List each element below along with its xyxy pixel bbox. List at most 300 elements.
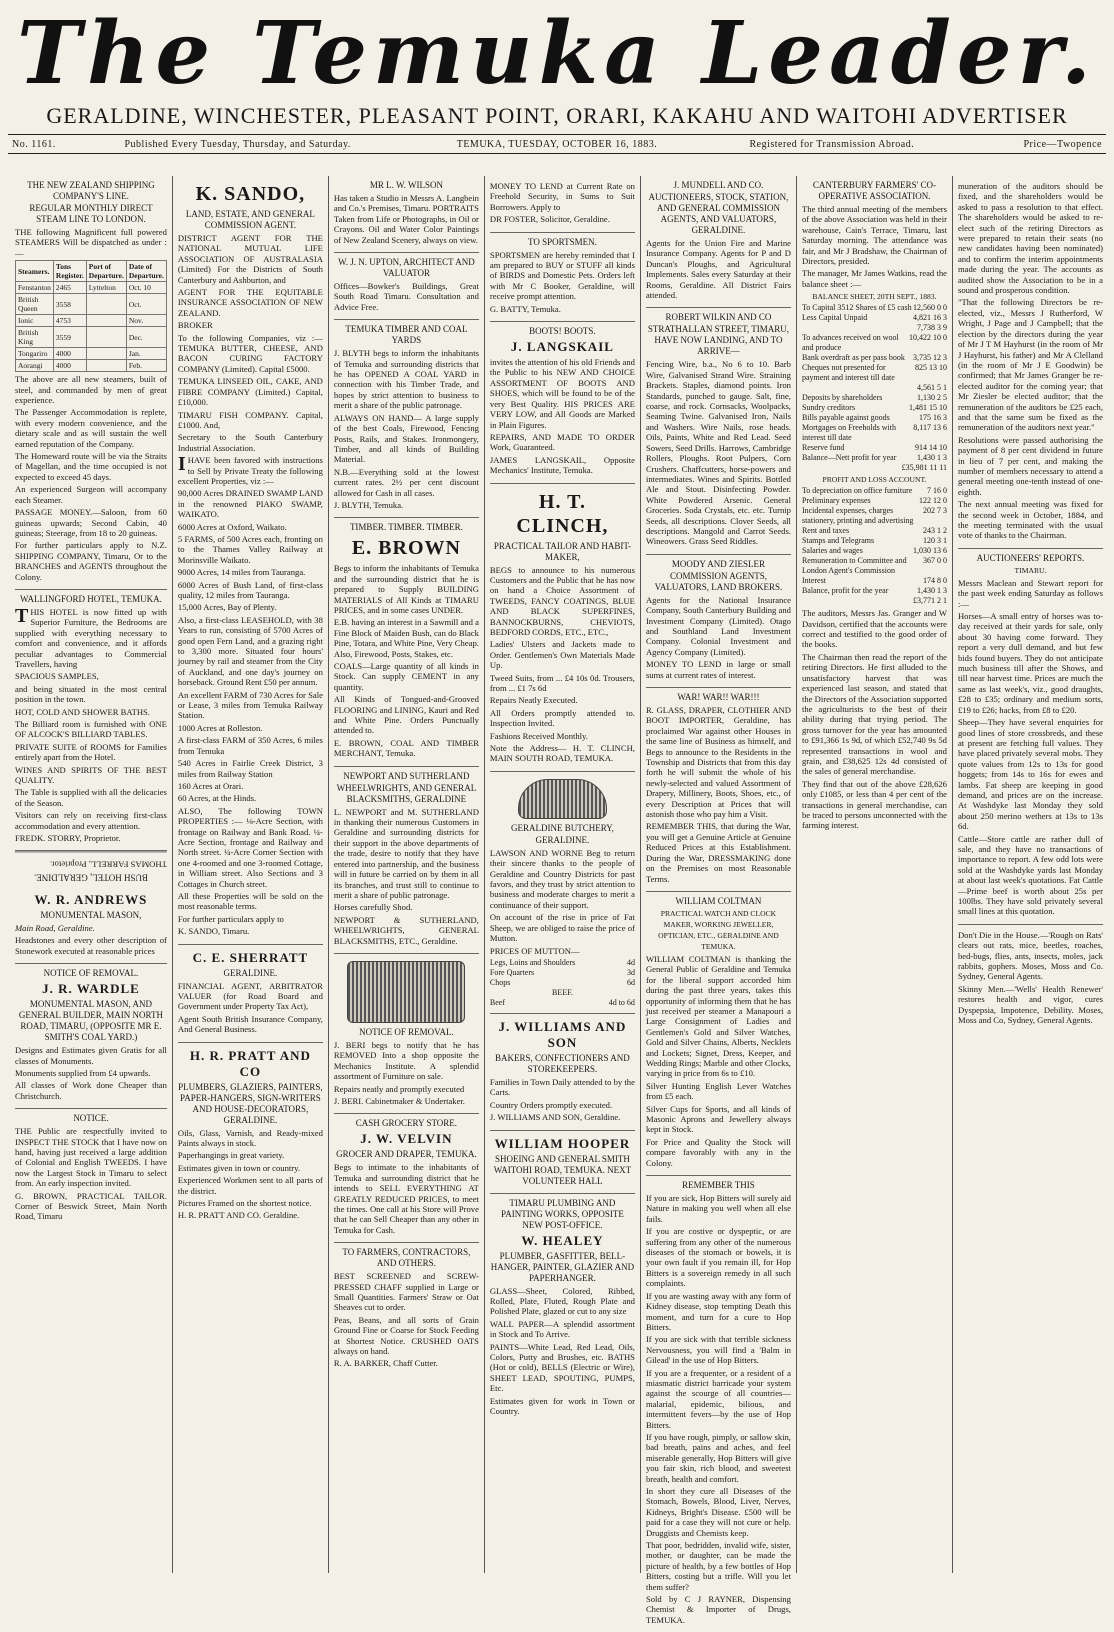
ad-signature: K. SANDO, Timaru.: [177, 926, 250, 937]
bull-engraving: [518, 779, 607, 819]
ledger-amount: 175 16 3: [918, 413, 947, 423]
ad-text: Silver Cups for Sports, and all kinds of Masonic Aprons and Jewellery always kept in Stock.: [645, 1103, 791, 1135]
column-header: Tons Register.: [53, 261, 86, 282]
wilson-studio-ad: [334, 176, 479, 253]
ad-heading: E. BROWN: [351, 537, 461, 560]
langskail-boots-ad: [490, 322, 635, 483]
table-cell: Nov.: [126, 315, 166, 327]
ad-text: All classes of Work done Cheaper than Christchurch.: [15, 1080, 167, 1101]
ledger-row: [802, 486, 947, 496]
ad-text: REMEMBER THIS, that during the War, you will get a Genuine Article at Genuine Reduced Prices at this Establishment. During the War, DRESSMAKING done on the Premises on most Reasonable Terms.: [645, 821, 791, 884]
price-value: 4d to 6d: [608, 997, 635, 1007]
price-item: BEEF.: [551, 987, 573, 997]
ad-heading: TO FARMERS, CONTRACTORS, AND OTHERS.: [342, 1247, 471, 1269]
ad-text: For further particulars apply to N.Z. SHIPPING COMPANY, Timaru, Or to the BRANCHES and AGENTS throughout the Colony.: [15, 540, 167, 582]
ad-text: Has taken a Studio in Messrs A. Langbein and Co.'s Premises, Timaru. PORTRAITS Taken from Life or Photographs, in Oil or Crayons. Oil and Water Color Paintings of New Zealand Scenery, always on view.: [333, 193, 479, 245]
ad-subheading: PRACTICAL WATCH AND CLOCK MAKER, WORKING JEWELLER, OPTICIAN, ETC., GERALDINE AND TEMUKA.: [658, 908, 779, 951]
ad-subheading: GROCER AND DRAPER, TEMUKA.: [336, 1149, 477, 1160]
ad-signature: E. BROWN, COAL AND TIMBER MERCHANT, Temuka.: [333, 737, 479, 759]
table-cell: Oct.: [126, 294, 166, 315]
columns: [10, 176, 1108, 1625]
article-text: Don't Die in the House.—'Rough on Rats' clears out rats, mice, beetles, roaches, bed-bugs, flies, ants, insects, moles, jack rabbits, gophers. Moses, Moss and Co. Sydney, General Agents.: [957, 929, 1103, 982]
ledger-row: [802, 443, 947, 453]
ad-text: An experienced Surgeon will accompany each Steamer.: [15, 484, 167, 505]
ad-text: J. BERI begs to notify that he has REMOVED Into a shop opposite the Mechanics Institute. A splendid assortment of Furniture on sale.: [333, 1039, 479, 1082]
ledger-row: [802, 596, 947, 606]
price-value: 6d: [626, 977, 635, 987]
ledger-item: Less Capital Unpaid: [801, 313, 868, 323]
ad-text: COALS—Large quantity of all kinds in Stock. Can supply CEMENT in any quantity.: [333, 661, 479, 692]
ad-text: To the following Companies, viz :— TEMUKA BUTTER, CHEESE, AND BACON CURING FACTORY COMPANY (Limited). Capital £5000.: [177, 332, 323, 374]
ad-text: and being situated in the most central position in the town.: [15, 683, 167, 705]
ad-subheading: GERALDINE.: [535, 834, 590, 845]
ad-text: The above are all new steamers, built of steel, and commanded by men of great experience.: [15, 374, 167, 406]
ad-subheading: BAKERS, CONFECTIONERS AND STOREKEEPERS.: [495, 1052, 630, 1074]
ad-text: The Passenger Accommodation is replete, with every modern convenience, and the dietary scale and as will sustain the well earned reputation of the Company.: [15, 407, 167, 449]
ad-signature: Sold by C J RAYNER, Dispensing Chemist & Importer of Drugs, TEMUKA.: [645, 1594, 791, 1625]
ledger-amount: 7,738 3 9: [916, 323, 947, 333]
ad-signature: J. BERI. Cabinetmaker & Undertaker.: [333, 1095, 465, 1106]
ad-subheading: WHEELWRIGHTS, AND GENERAL BLACKSMITHS, GERALDINE: [336, 782, 477, 804]
price-value: 4d: [626, 957, 635, 967]
ad-text: TIMARU FISH COMPANY. Capital, £1000. And,: [177, 409, 323, 430]
column-header: Steamers.: [16, 261, 54, 282]
ad-text: FINANCIAL AGENT, ARBITRATOR VALUER (for Road Board and Government under Property Tax Act),: [177, 980, 323, 1012]
ad-text: Silver Hunting English Lever Watches from £5 each.: [645, 1080, 791, 1102]
price-value: 3d: [626, 967, 635, 977]
ledger-item: Bank overdraft as per pass book: [801, 353, 905, 363]
ad-heading: TIMBER. TIMBER. TIMBER.: [349, 522, 463, 533]
article-text: Cattle—Store cattle are rather dull of sale, and they have no transactions of importance to report. A few odd lots were sold at the Washdyke yards last Monday at about last week's quotations. Fat Cattle—Prime beef is worth about 25s per 100lbs. They have sold privately several small lines at this quotation.: [957, 833, 1103, 917]
dateline-bar: [8, 134, 1106, 154]
ad-signature: NEWPORT & SUTHERLAND, WHEELWRIGHTS, GENERAL BLACKSMITHS, ETC., Geraldine.: [333, 914, 479, 946]
barker-chaff-ad: [334, 1243, 479, 1376]
balance-sheet-heading: BALANCE SHEET, 20TH SEPT., 1883.: [812, 292, 937, 302]
auctioneers-reports-article: [958, 549, 1103, 925]
profit-loss-heading: PROFIT AND LOSS ACCOUNT.: [822, 475, 927, 485]
ad-text: If you are sick, Hop Bitters will surely aid Nature in making you well when all else fails.: [645, 1193, 791, 1224]
ledger-item: Deposits by shareholders: [801, 393, 883, 403]
ad-text: Secretary to the South Canterbury Industrial Association.: [177, 432, 323, 453]
ad-subheading: STRATHALLAN STREET, TIMARU, HAVE NOW LANDING, AND TO ARRIVE—: [647, 324, 790, 357]
ad-heading: J. R. WARDLE: [42, 981, 140, 997]
table-row: [16, 327, 167, 348]
ad-heading: NOTICE OF REMOVAL.: [359, 1026, 454, 1037]
price-row: [490, 998, 635, 1008]
table-cell: [86, 315, 126, 327]
sando-ad: [178, 176, 323, 945]
plough-engraving: [347, 961, 465, 1023]
table-cell: 4000: [53, 348, 86, 360]
ad-text: Agent South British Insurance Company, And General Business.: [177, 1013, 323, 1035]
andrews-mason-ad: [15, 887, 167, 964]
ad-subheading: PLUMBERS, GLAZIERS, PAINTERS, PAPER-HANGERS, SIGN-WRITERS AND HOUSE-DECORATORS, GERALDINE.: [178, 1081, 323, 1125]
ad-signature: J. BLYTH, Temuka.: [333, 499, 404, 510]
ledger-item: To advances received on wool and produce: [801, 333, 899, 353]
williams-bakers-ad: [490, 1014, 635, 1131]
table-cell: Oct. 10: [126, 282, 166, 294]
steamer-table: [15, 260, 167, 372]
ad-heading: H. R. PRATT AND CO: [189, 1047, 311, 1079]
ad-text: BEST SCREENED and SCREW-PRESSED CHAFF supplied in Large or Small Quantities. Farmers' Straw or Oat Sheaves cut to order.: [333, 1271, 479, 1313]
ad-signature: Note the Address— H. T. CLINCH, MAIN SOUTH ROAD, TEMUKA.: [489, 743, 635, 764]
sherratt-ad: [178, 945, 323, 1043]
ad-text: 90,000 Acres DRAINED SWAMP LAND in the renowned PIAKO SWAMP, WAIKATO.: [177, 488, 323, 520]
beri-removal-ad: [334, 954, 479, 1114]
ad-text: SPACIOUS SAMPLES,: [15, 671, 99, 682]
ad-heading: J. WILLIAMS AND SON: [498, 1018, 627, 1050]
newport-sutherland-ad: [334, 767, 479, 954]
ad-heading: REMEMBER THIS: [682, 1180, 755, 1191]
column-1: [10, 176, 173, 1573]
ad-text: If you are a frequenter, or a resident of a miasmatic district barricade your system against the scourge of all countries—malarial, epidemic, bilious, and intermittent fevers—by the use of Hop Bitters.: [645, 1367, 791, 1430]
newspaper-title: The Temuka Leader.: [17, 3, 1097, 104]
ledger-amount: 174 8 0: [922, 576, 947, 586]
ledger-amount: 914 14 10: [914, 443, 947, 453]
publication-schedule: Published Every Tuesday, Thursday, and Saturday.: [124, 138, 351, 150]
ad-subheading: PRACTICAL TAILOR AND HABIT-MAKER,: [493, 540, 632, 562]
ad-text: For Price and Quality the Stock will compare favorably with any in the Colony.: [645, 1136, 791, 1168]
blyth-coal-ad: [334, 320, 479, 518]
ad-text: An excellent FARM of 730 Acres for Sale or Lease, 3 miles from Temuka Railway Station.: [177, 689, 323, 721]
ad-text: If you have rough, pimply, or sallow skin, bad breath, pains and aches, and feel miserable generally, Hop Bitters will give you fair skin, rich blood, and sweetest breath, health and comfort.: [645, 1431, 791, 1484]
ad-heading: BOOTS! BOOTS.: [529, 326, 596, 337]
ad-text: MONEY TO LEND at Current Rate on Freehold Security, in Sums to Suit Borrowers. Apply to: [489, 181, 635, 212]
ledger-amount: 8,117 13 6: [913, 423, 947, 433]
ad-text: Visitors can rely on receiving first-class accommodation and every attention.: [15, 810, 167, 831]
ad-text: If you are wasting away with any form of Kidney disease, stop tempting Death this moment, and turn for a cure to Hop Bitters.: [645, 1290, 791, 1332]
ad-subheading: COMMISSION AGENTS, VALUATORS, LAND BROKERS.: [654, 570, 783, 592]
ad-heading: WALLINGFORD HOTEL, TEMUKA.: [20, 593, 162, 604]
table-cell: 3559: [53, 327, 86, 348]
coltman-watchmaker-ad: [646, 892, 791, 1176]
ledger-amount: 1,430 1 3: [916, 453, 947, 463]
table-cell: [86, 360, 126, 372]
ad-signature: G. BROWN, PRACTICAL TAILOR. Corner of Beswick Street, Main North Road, Timaru: [15, 1190, 167, 1222]
ad-heading: TO SPORTSMEN.: [528, 236, 597, 247]
ledger-item: Sundry creditors: [801, 403, 856, 413]
ad-heading: J. LANGSKAIL: [510, 339, 614, 355]
hooper-smith-ad: [490, 1131, 635, 1194]
table-cell: Ionic: [16, 315, 54, 327]
ledger-amount: 1,030 13 6: [912, 546, 947, 556]
ledger-amount: 7 16 0: [926, 486, 947, 496]
ledger-row: [802, 586, 947, 596]
ad-text: SPORTSMEN are hereby reminded that I am prepared to BUY or STUFF all kinds of BIRDS and Domestic Pets. Orders left with Mr C Booker, Geraldine, will receive prompt attention.: [489, 249, 635, 302]
ad-text: A first-class FARM of 350 Acres, 6 miles from Temuka: [177, 735, 323, 756]
ad-text: Horses carefully Shod.: [333, 902, 413, 913]
ledger-row: [802, 403, 947, 413]
ad-text: Main Road, Geraldine.: [15, 922, 95, 933]
ad-text: 540 Acres in Fairlie Creek District, 3 miles from Railway Station: [177, 758, 323, 779]
issue-date: TEMUKA, TUESDAY, OCTOBER 16, 1883.: [456, 138, 658, 150]
ad-heading: GERALDINE BUTCHERY,: [511, 822, 614, 833]
table-cell: [86, 348, 126, 360]
ad-signature: FREDK. STORRY, Proprietor.: [15, 833, 121, 844]
table-cell: Fenstanton: [16, 282, 54, 294]
ad-signature: DR FOSTER, Solicitor, Geraldine.: [489, 214, 610, 225]
clinch-tailor-ad: [490, 484, 635, 772]
ledger-row: [802, 353, 947, 363]
table-cell: Lyttelton: [86, 282, 126, 294]
article-text: The next annual meeting was fixed for the second week in October, 1884, and the meeting terminated with the usual vote of thanks to the Chairman.: [957, 499, 1103, 541]
table-row: [16, 315, 167, 327]
article-heading: CANTERBURY FARMERS' CO-OPERATIVE ASSOCIATION.: [812, 180, 937, 201]
ad-heading: C. E. SHERRATT: [192, 949, 309, 965]
ad-text: PASSAGE MONEY.—Saloon, from 60 guineas upwards; Second Cabin, 40 guineas; Steerage, from 18 to 20 guineas.: [15, 507, 167, 538]
ledger-amount: 367 0 0: [922, 556, 947, 566]
ad-text: THE following Magnificent full powered STEAMERS Will be dispatched as under :—: [15, 227, 167, 258]
column-4: [485, 176, 641, 1573]
ledger-row: [802, 393, 947, 403]
ad-heading: MR L. W. WILSON: [369, 180, 443, 190]
ad-text: IHAVE been favored with instructions to Sell by Private Treaty the following excellent Properties, viz :—: [177, 453, 323, 486]
healey-plumbing-ad: [490, 1194, 635, 1424]
ad-text: GLASS—Sheet, Colored, Ribbed, Rolled, Plate, Fluted, Rough Plate and Polished Plate, glazed or cut to any size: [489, 1285, 635, 1317]
table-cell: 3558: [53, 294, 86, 315]
table-cell: Aorangi: [16, 360, 54, 372]
ad-text: J. BLYTH begs to inform the inhabitants of Temuka and surrounding districts that he has OPENED A COAL YARD in connection with his Timber Trade, and hopes by strict attention to business to merit a share of the public patronage.: [333, 348, 479, 411]
ad-text: All Kinds of Tongued-and-Grooved FLOORING and LINING, Kauri and Red and White Pine. Orders Punctually attended to.: [333, 694, 479, 736]
ledger-amount: 825 13 10: [914, 363, 947, 373]
ad-text: 6000 Acres at Oxford, Waikato.: [177, 521, 287, 532]
column-7: [953, 176, 1108, 1573]
ad-heading: THE NEW ZEALAND SHIPPING COMPANY'S LINE.: [27, 180, 155, 201]
ad-signature: G. BATTY, Temuka.: [489, 303, 561, 314]
ledger-item: To depreciation on office furniture: [801, 486, 913, 496]
ad-text: WINES AND SPIRITS OF THE BEST QUALITY.: [15, 764, 167, 786]
table-row: [16, 360, 167, 372]
ledger-item: Rent and taxes: [801, 526, 850, 536]
ledger-row: [802, 383, 947, 393]
ad-heading: J. MUNDELL AND CO.: [673, 180, 764, 190]
ad-signature: R. A. BARKER, Chaff Cutter.: [333, 1358, 438, 1369]
article-subheading: TIMARU.: [1014, 565, 1047, 575]
ad-text: Agents for the Union Fire and Marine Insurance Company. Agents for P and D Duncan's Ploughs, and Agricultural Implements. Sales every Saturday at their Rooms, Geraldine. All District Fairs attended.: [645, 238, 791, 301]
ad-heading: ROBERT WILKIN AND CO: [665, 312, 772, 323]
ledger-item: Salaries and wages: [801, 546, 863, 556]
ad-text: Repairs neatly and promptly executed: [333, 1083, 465, 1094]
ad-heading: BUSH HOTEL, GERALDINE.: [33, 872, 148, 883]
ad-text: Paperhangings in great variety.: [177, 1150, 285, 1161]
wilkin-ad: [646, 308, 791, 554]
ad-text: All these Properties will be sold on the most reasonable terms.: [177, 890, 323, 912]
ledger-item: Balance—Nett profit for year: [801, 453, 897, 463]
ad-signature: J. WILLIAMS AND SON, Geraldine.: [489, 1112, 621, 1123]
table-cell: [86, 327, 126, 348]
shipping-ad: [15, 176, 167, 590]
ad-signature: H. R. PRATT AND CO. Geraldine.: [177, 1210, 300, 1221]
ad-text: 160 Acres at Orari.: [177, 780, 244, 791]
column-header: Date of Departure.: [126, 261, 166, 282]
ledger-amount: 202 7 3: [922, 506, 947, 516]
ledger-amount: £3,771 2 1: [912, 596, 947, 606]
price-row: [490, 988, 635, 998]
ad-subheading: REGULAR MONTHLY DIRECT STEAM LINE TO LONDON.: [29, 203, 153, 224]
ledger-amount: 4,561 5 1: [916, 383, 947, 393]
table-row: [16, 348, 167, 360]
ledger-row: [802, 463, 947, 473]
ad-text: Peas, Beans, and all sorts of Grain Ground Fine or Coarse for Stock Feeding at Shortest Notice. CRUSHED OATS always on hand.: [333, 1314, 479, 1357]
ad-heading: W. J. N. UPTON, ARCHITECT AND VALUATOR: [338, 257, 475, 279]
article-text: Skinny Men.—'Wells' Health Renewer' restores health and vigor, cures Dyspepsia, Impotence, Debility. Moses, Moss and Co, Sydney, General Agents.: [957, 983, 1103, 1026]
ad-heading: NOTICE OF REMOVAL.: [43, 968, 139, 979]
ad-text: Repairs Neatly Executed.: [489, 695, 578, 706]
ad-text: L. NEWPORT and M. SUTHERLAND in thanking their numerous Customers in Geraldine and surrounding districts for their support in the above departments of the trade, desire to notify that they have entered into partnership, and the business will in future be carried on by them in all its branches, and trust still to continue to merit a share of public patronage.: [333, 806, 479, 900]
ad-text: MONEY TO LEND in large or small sums at current rates of interest.: [645, 659, 791, 680]
ad-heading: K. SANDO,: [195, 183, 306, 205]
price-item: Chops: [489, 977, 511, 987]
column-3: [329, 176, 485, 1573]
ledger-amount: 1,481 15 10: [908, 403, 947, 413]
ad-subheading: GERALDINE.: [223, 967, 278, 978]
table-cell: Jan.: [126, 348, 166, 360]
ledger-amount: 1,430 1 3: [916, 586, 947, 596]
ledger-row: [802, 453, 947, 463]
ad-heading: NEWPORT AND SUTHERLAND: [343, 770, 470, 781]
ad-text: The Billiard room is furnished with ONE OF ALCOCK'S BILLIARD TABLES.: [15, 719, 167, 740]
foster-money-ad: [490, 176, 635, 233]
welvin-grocery-ad: [334, 1114, 479, 1243]
table-cell: British Queen: [16, 294, 54, 315]
ledger-row: [802, 506, 947, 526]
ad-text: That poor, bedridden, invalid wife, sister, mother, or daughter, can be made the picture of health, by a few bottles of Hop Bitters, costing but a trifle. Will you let them suffer?: [645, 1540, 791, 1592]
article-text: "That the following Directors be re-elected, viz., Messrs J Rutherford, W Wright, J Page and J Campbell; that the election by the directors during the year of Mr J T M Hayhurst (in the room of Mr J Hayhurst, his father) and Mr A Clelland (in the room of Mr J E Goodwin) be confirmed; that Mr James Granger be re-elected auditor for the coming year; that Mr Ziesler be elected auditor; that the remuneration of the auditors be £25 each, and that the same sum be fixed as the remuneration of the auditors next year.": [957, 297, 1103, 433]
ad-text: Country Orders promptly executed.: [489, 1099, 613, 1110]
bush-hotel-ad: [15, 851, 167, 886]
ad-text: TEMUKA LINSEED OIL, CAKE, AND FIBRE COMPANY (Limited.) Capital, £10,000.: [177, 376, 323, 408]
ledger-row: [802, 313, 947, 323]
ad-text: Begs to inform the inhabitants of Temuka and the surrounding district that he is prepared to Supply BUILDING MATERIALS of All Kinds at TIMARU PRICES, and in some cases UNDER.: [333, 563, 479, 615]
ad-text: WILLIAM COLTMAN is thanking the General Public of Geraldine and Temuka for the liberal support accorded him during the past three years, takes this opportunity of informing them that he has just received per steamer a Manapouri a Large Consignment of Ladies and Gentlemen's Gold and Silver Watches, Gold and Silver Chains, Alberts, Necklets and Lockets; Signet, Dress, Keeper, and Wedding Rings; Marble and other Clocks, varying in price from 6s to £10.: [645, 953, 791, 1079]
table-cell: [86, 294, 126, 315]
ledger-item: Preliminary expenses: [801, 496, 871, 506]
price-row: [490, 958, 635, 968]
pratt-ad: [178, 1043, 323, 1228]
ad-heading: WILLIAM COLTMAN: [675, 895, 762, 906]
ad-text: The Table is supplied with all the delicacies of the Season.: [15, 787, 167, 808]
masthead: [0, 0, 1114, 130]
ledger-amount: 243 1 2: [922, 526, 947, 536]
article-text: Sheep—They have several enquiries for good lines of store crossbreds, and these at present are fetching full values. They have placed privately several mobs. They quote values from 12s to 13s for good hoggets; from 14s to 16s for ewes and lambs. Fat sheep are keeping in good demand, and prices are on the increase. At Washdyke last Monday they sold about 250 merino wethers at 13s to 13s 6d.: [957, 717, 1103, 832]
ledger-item: Reserve fund: [801, 443, 845, 453]
ledger-item: Balance, profit for the year: [801, 586, 889, 596]
issue-number: No. 1161.: [12, 138, 56, 150]
ledger-amount: £35,981 11 11: [901, 463, 947, 473]
ad-text: THE Public are respectfully invited to INSPECT THE STOCK that I have now on hand, having just received a large addition of Colonial and English TWEEDS. I have now the Largest Stock in Timaru to select from. An early inspection invited.: [15, 1126, 167, 1189]
article-text: The Chairman then read the report of the retiring Directors. He first alluded to the unsatisfactory harvest that was experienced last season, and stated that the Directors of the Association supported the agriculturists to the best of their ability during that trying period. The gross turnover for the year has amounted to £91,366 1s 9d, of which £52,740 9s 5d represented transactions in wool and grain, and £38,625 12s 4d consisted of the sales of general merchandise.: [801, 651, 947, 777]
ad-text: invites the attention of his old Friends and the Public to his NEW AND CHOICE ASSORTMENT OF BOOTS AND SHOES, which will be found to be of the very Best Quality. HIS PRICES ARE VERY LOW, and All Goods are Marked in Plain Figures.: [489, 357, 635, 430]
glass-draper-ad: [646, 688, 791, 892]
ad-text: On account of the rise in price of Fat Sheep, we are obliged to raise the price of Mutton.: [489, 912, 635, 944]
ad-text: Designs and Estimates given Gratis for all classes of Monuments.: [15, 1045, 167, 1066]
ad-heading: TIMARU PLUMBING AND PAINTING WORKS, OPPOSITE NEW POST-OFFICE.: [501, 1197, 624, 1230]
article-text: Resolutions were passed authorising the payment of 8 per cent dividend in future in lieu of 7 per cent, and making the number of members necessary to attend a general meeting one-tenth instead of one-eighth.: [957, 434, 1103, 497]
article-heading: AUCTIONEERS' REPORTS.: [976, 552, 1085, 563]
ad-text: R. GLASS, DRAPER, CLOTHIER AND BOOT IMPORTER, Geraldine, has proclaimed War against other Houses in the same line of Business as himself, and Begs to announce to the Residents in the Township and Districts that from this day forth he will submit the whole of his newly-selected and valued Assortment of Drapery, Millinery, Boots, Shoes, etc., of every Description at Prices that will astonish those who pay him a Visit.: [645, 705, 791, 820]
ad-text: Ladies' Ulsters and Jackets made to Order. Gentlemen's Own Materials Made Up.: [489, 639, 635, 671]
ad-text: 60 Acres, at the Hinds.: [177, 793, 257, 804]
directors-report-article: [958, 176, 1103, 549]
ad-text: Tweed Suits, from ... £4 10s 0d. Trousers, from ... £1 7s 6d: [489, 672, 635, 693]
ledger-row: [802, 556, 947, 576]
ad-text: HOT, COLD AND SHOWER BATHS.: [15, 706, 150, 717]
ledger-amount: 3,735 12 3: [912, 353, 947, 363]
table-cell: Dec.: [126, 327, 166, 348]
ad-text: Families in Town Daily attended to by the Carts.: [489, 1076, 635, 1098]
ledger-amount: 4,821 16 3: [912, 313, 947, 323]
ledger-item: Cheques not presented for payment and interest till date: [801, 363, 895, 383]
ad-heading: TEMUKA TIMBER AND COAL YARDS: [345, 324, 468, 346]
column-5: [641, 176, 797, 1625]
table-cell: British King: [16, 327, 54, 348]
article-text: muneration of the auditors should be fixed, and the shareholders would be asked to pass a resolution to that effect. The shareholders would be asked to re-elect such of the retiring Directors as were prepared to retain their seats (no new candidates having been nominated) and to confirm the interim appointments made during the year. The accounts as audited show the Association to be in a sound and prosperous condition.: [957, 181, 1103, 296]
ad-subheading: SHOEING AND GENERAL SMITH WAITOHI ROAD, TEMUKA. NEXT VOLUNTEER HALL: [493, 1153, 632, 1186]
ad-text: Estimates given in town or country.: [177, 1162, 301, 1173]
ad-heading: WAR! WAR!! WAR!!!: [677, 692, 760, 702]
ledger-item: Incidental expenses, charges stationery, printing and advertising: [801, 506, 914, 526]
column-header: Port of Departure.: [86, 261, 126, 282]
ad-text: PRICES OF MUTTON—: [489, 945, 580, 956]
newspaper-subtitle: GERALDINE, WINCHESTER, PLEASANT POINT, ORARI, KAKAHU AND WAITOHI ADVERTISER: [46, 103, 1068, 128]
ad-text: E.B. having an interest in a Sawmill and a Fine Block of Maiden Bush, can do Black Pine, Totara, and White Pine, Very Cheap. Also, Firewood, Posts, Stakes, etc.: [333, 617, 479, 659]
ad-text: AGENT FOR THE EQUITABLE INSURANCE ASSOCIATION OF NEW ZEALAND.: [177, 287, 323, 318]
ledger-row: [802, 423, 947, 443]
ad-text: Agents for the National Insurance Company, South Canterbury Building and Investment Company (Limited). Otago and Southland Land Investment Company. Colonial Investment and Agency Company (Limited).: [645, 594, 791, 657]
ad-text: 1000 Acres at Rolleston.: [177, 722, 263, 733]
issue-price: Price—Twopence: [1023, 138, 1102, 150]
article-text: The manager, Mr James Watkins, read the balance sheet :—: [801, 268, 947, 289]
article-text: They find that out of the above £28,626 only £1085, or less than 4 per cent of the transactions in general merchandise, can be traced to persons unconnected with the farming interest.: [801, 778, 947, 831]
table-cell: 4753: [53, 315, 86, 327]
ad-text: Begs to intimate to the inhabitants of Temuka and surrounding district that he intends to SELL EVERYTHING AT GREATLY REDUCED PRICES, to meet the times. One call at his Store will Prove that he can Sell Cheaper than any other in Temuka for Cash.: [333, 1162, 479, 1235]
ledger-row: [802, 413, 947, 423]
ledger-amount: 10,422 10 0: [908, 333, 947, 343]
ad-text: DISTRICT AGENT FOR THE NATIONAL MUTUAL LIFE ASSOCIATION OF AUSTRALASIA (Limited) For the Districts of South Canterbury and Ashburton, and: [177, 233, 323, 285]
ad-text: Offices—Bowker's Buildings, Great South Road Timaru. Consultation and Advice Free.: [333, 281, 479, 312]
ledger-row: [802, 576, 947, 586]
ledger-item: Mortgages on Freeholds with interest till date: [801, 423, 896, 443]
table-row: [16, 294, 167, 315]
ledger-row: [802, 363, 947, 383]
column-2: [173, 176, 329, 1573]
brown-timber-ad: [334, 518, 479, 766]
ledger-amount: 12,560 0 0: [912, 303, 947, 313]
ad-text: BEGS to announce to his numerous Customers and the Public that he has now on hand a Choice Assortment of TWEEDS, FANCY COATINGS, BLUE AND BLACK SUPERFINES, BANNOCKBURNS, CHEVIOTS, BEDFORD CORDS, ETC., ETC.,: [489, 564, 635, 637]
ad-text: If you are sick with that terrible sickness Nervousness, you will find a 'Balm in Gilead' in the use of Hop Bitters.: [645, 1334, 791, 1366]
ledger-item: Stamps and Telegrams: [801, 536, 875, 546]
ad-text: For further particulars apply to: [177, 913, 284, 924]
ad-text: The Homeward route will be via the Straits of Magellan, and the time occupied is not expected to exceed 45 days.: [15, 451, 167, 482]
ledger-row: [802, 333, 947, 353]
table-cell: 4000: [53, 360, 86, 372]
patent-notices: [958, 925, 1103, 1033]
ad-text: Also, a first-class LEASEHOLD, with 38 Years to run, consisting of 5700 Acres of good open Fern Land, and a grazing right to 3,300 more. Situated four hours' journey by rail and steamer from the City of Auckland, and one day's journey on horseback. Ground Rent £50 per annum.: [177, 614, 323, 688]
price-row: [490, 978, 635, 988]
ad-text: Estimates given for work in Town or Country.: [489, 1395, 635, 1416]
ad-heading: J. W. VELVIN: [360, 1131, 453, 1147]
ad-heading: CASH GROCERY STORE.: [355, 1118, 458, 1129]
farmers-association-article: [802, 176, 947, 838]
table-cell: Tongariro: [16, 348, 54, 360]
ledger-row: [802, 546, 947, 556]
ledger-row: [802, 536, 947, 546]
ad-signature: JAMES LANGSKAIL, Opposite Mechanics' Institute, Temuka.: [489, 454, 635, 476]
ad-text: ALSO, The following TOWN PROPERTIES :— ⅛-Acre Section, with frontage on Railway and Bank Road. ¼-Acre Section, frontage and Railway and North street. ¼-Acre Corner Section with one 4-roomed and one 3-roomed Cottage, in William street. Also Sections and 3 Cottages in Church street.: [177, 805, 323, 889]
ad-subheading: PLUMBER, GASFITTER, BELL-HANGER, PAINTER, GLAZIER AND PAPERHANGER.: [490, 1250, 635, 1283]
ledger-amount: 1,130 2 5: [916, 393, 947, 403]
price-item: Fore Quarters: [489, 967, 535, 977]
